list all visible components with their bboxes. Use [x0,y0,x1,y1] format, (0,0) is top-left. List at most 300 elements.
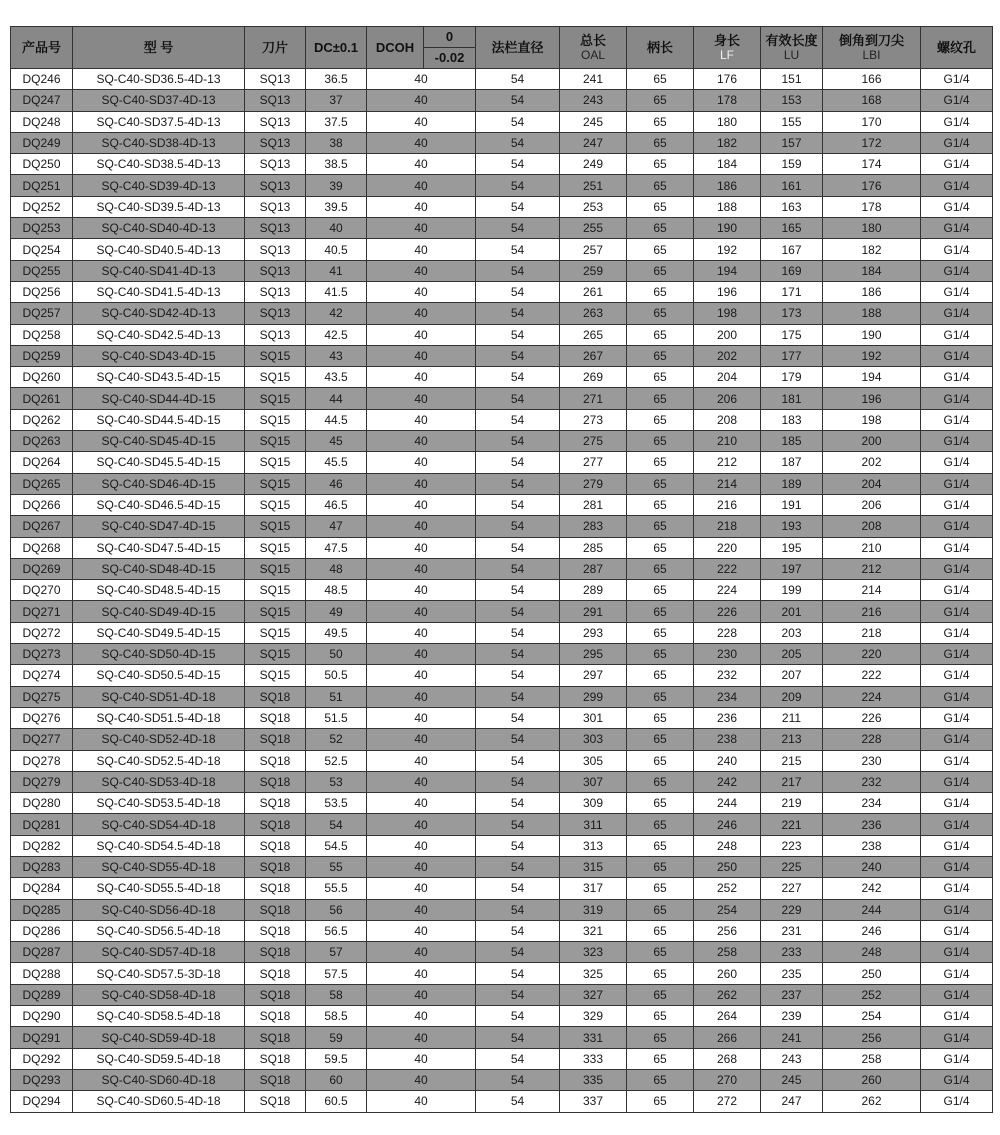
cell-dc: 60.5 [306,1091,367,1112]
cell-product-no: DQ288 [11,963,73,984]
cell-dc: 56.5 [306,920,367,941]
cell-thread-hole: G1/4 [921,239,993,260]
header-flange-diameter: 法栏直径 [476,27,560,69]
cell-product-no: DQ280 [11,793,73,814]
cell-product-no: DQ265 [11,473,73,494]
cell-model: SQ-C40-SD43.5-4D-15 [73,367,245,388]
cell-model: SQ-C40-SD47-4D-15 [73,516,245,537]
cell-body-length: 254 [694,899,761,920]
cell-flange-diameter: 54 [476,175,560,196]
cell-shank-length: 65 [627,345,694,366]
cell-total-length: 265 [560,324,627,345]
cell-dcoh: 40 [367,90,476,111]
cell-flange-diameter: 54 [476,771,560,792]
cell-effective-length: 223 [761,835,823,856]
cell-total-length: 273 [560,409,627,430]
cell-shank-length: 65 [627,367,694,388]
cell-body-length: 210 [694,431,761,452]
cell-effective-length: 225 [761,856,823,877]
cell-dcoh: 40 [367,345,476,366]
cell-blade: SQ18 [245,793,306,814]
cell-body-length: 190 [694,218,761,239]
cell-total-length: 279 [560,473,627,494]
cell-model: SQ-C40-SD49-4D-15 [73,601,245,622]
cell-dc: 50.5 [306,665,367,686]
cell-body-length: 198 [694,303,761,324]
cell-dc: 47.5 [306,537,367,558]
cell-shank-length: 65 [627,494,694,515]
table-row [11,132,993,153]
table-row [11,431,993,452]
cell-shank-length: 65 [627,303,694,324]
cell-chamfer-to-tip: 210 [823,537,921,558]
cell-dc: 38.5 [306,154,367,175]
cell-effective-length: 221 [761,814,823,835]
cell-shank-length: 65 [627,771,694,792]
cell-thread-hole: G1/4 [921,90,993,111]
cell-product-no: DQ294 [11,1091,73,1112]
cell-blade: SQ15 [245,580,306,601]
cell-thread-hole: G1/4 [921,1006,993,1027]
cell-blade: SQ13 [245,281,306,302]
cell-chamfer-to-tip: 174 [823,154,921,175]
table-row [11,1027,993,1048]
table-row [11,856,993,877]
cell-chamfer-to-tip: 204 [823,473,921,494]
cell-chamfer-to-tip: 188 [823,303,921,324]
cell-dcoh: 40 [367,303,476,324]
cell-thread-hole: G1/4 [921,409,993,430]
table-row [11,1091,993,1112]
header-total-length-label: 总长 [579,32,606,48]
cell-blade: SQ15 [245,644,306,665]
cell-chamfer-to-tip: 218 [823,622,921,643]
cell-chamfer-to-tip: 230 [823,750,921,771]
cell-dc: 44 [306,388,367,409]
cell-total-length: 297 [560,665,627,686]
cell-chamfer-to-tip: 166 [823,69,921,90]
cell-effective-length: 239 [761,1006,823,1027]
cell-total-length: 311 [560,814,627,835]
cell-model: SQ-C40-SD41.5-4D-13 [73,281,245,302]
table-row [11,601,993,622]
cell-dcoh: 40 [367,729,476,750]
cell-shank-length: 65 [627,324,694,345]
cell-dc: 54 [306,814,367,835]
cell-blade: SQ13 [245,196,306,217]
cell-model: SQ-C40-SD39-4D-13 [73,175,245,196]
cell-thread-hole: G1/4 [921,367,993,388]
header-model: 型 号 [73,27,245,69]
cell-product-no: DQ293 [11,1069,73,1090]
cell-flange-diameter: 54 [476,132,560,153]
table-row [11,303,993,324]
cell-product-no: DQ291 [11,1027,73,1048]
cell-total-length: 293 [560,622,627,643]
cell-body-length: 252 [694,878,761,899]
cell-dcoh: 40 [367,814,476,835]
cell-blade: SQ13 [245,90,306,111]
cell-body-length: 260 [694,963,761,984]
cell-shank-length: 65 [627,856,694,877]
cell-body-length: 208 [694,409,761,430]
cell-dc: 40 [306,218,367,239]
cell-model: SQ-C40-SD37.5-4D-13 [73,111,245,132]
cell-body-length: 180 [694,111,761,132]
cell-flange-diameter: 54 [476,984,560,1005]
cell-flange-diameter: 54 [476,537,560,558]
cell-model: SQ-C40-SD45.5-4D-15 [73,452,245,473]
cell-total-length: 283 [560,516,627,537]
cell-thread-hole: G1/4 [921,345,993,366]
header-row-top [11,27,993,48]
cell-dcoh: 40 [367,644,476,665]
cell-shank-length: 65 [627,473,694,494]
table-row [11,90,993,111]
cell-shank-length: 65 [627,942,694,963]
cell-model: SQ-C40-SD50-4D-15 [73,644,245,665]
cell-blade: SQ15 [245,367,306,388]
table-row [11,622,993,643]
cell-blade: SQ15 [245,665,306,686]
cell-chamfer-to-tip: 198 [823,409,921,430]
cell-flange-diameter: 54 [476,580,560,601]
cell-dcoh: 40 [367,281,476,302]
cell-body-length: 222 [694,558,761,579]
cell-thread-hole: G1/4 [921,793,993,814]
cell-dc: 49.5 [306,622,367,643]
header-chamfer-to-tip-sub: LBI [862,47,881,62]
cell-total-length: 259 [560,260,627,281]
cell-shank-length: 65 [627,516,694,537]
cell-blade: SQ18 [245,899,306,920]
cell-effective-length: 195 [761,537,823,558]
cell-product-no: DQ274 [11,665,73,686]
cell-body-length: 226 [694,601,761,622]
cell-dc: 46 [306,473,367,494]
cell-body-length: 196 [694,281,761,302]
cell-total-length: 313 [560,835,627,856]
cell-effective-length: 211 [761,707,823,728]
cell-total-length: 307 [560,771,627,792]
cell-dc: 53.5 [306,793,367,814]
cell-shank-length: 65 [627,409,694,430]
cell-dc: 42 [306,303,367,324]
cell-dcoh: 40 [367,324,476,345]
table-row [11,345,993,366]
cell-flange-diameter: 54 [476,281,560,302]
cell-effective-length: 245 [761,1069,823,1090]
cell-thread-hole: G1/4 [921,750,993,771]
cell-dcoh: 40 [367,601,476,622]
cell-product-no: DQ266 [11,494,73,515]
cell-product-no: DQ249 [11,132,73,153]
cell-blade: SQ15 [245,494,306,515]
cell-blade: SQ15 [245,473,306,494]
cell-blade: SQ13 [245,69,306,90]
cell-blade: SQ18 [245,1048,306,1069]
cell-chamfer-to-tip: 170 [823,111,921,132]
cell-dcoh: 40 [367,473,476,494]
table-row [11,963,993,984]
cell-chamfer-to-tip: 178 [823,196,921,217]
cell-body-length: 224 [694,580,761,601]
cell-product-no: DQ253 [11,218,73,239]
cell-flange-diameter: 54 [476,729,560,750]
cell-total-length: 263 [560,303,627,324]
cell-body-length: 184 [694,154,761,175]
cell-model: SQ-C40-SD54.5-4D-18 [73,835,245,856]
cell-dcoh: 40 [367,431,476,452]
cell-model: SQ-C40-SD60-4D-18 [73,1069,245,1090]
cell-shank-length: 65 [627,111,694,132]
cell-dcoh: 40 [367,409,476,430]
cell-shank-length: 65 [627,963,694,984]
cell-product-no: DQ260 [11,367,73,388]
cell-total-length: 271 [560,388,627,409]
cell-effective-length: 191 [761,494,823,515]
cell-chamfer-to-tip: 214 [823,580,921,601]
cell-dcoh: 40 [367,154,476,175]
header-tolerance-lower: -0.02 [424,48,476,69]
cell-chamfer-to-tip: 252 [823,984,921,1005]
cell-dc: 39.5 [306,196,367,217]
cell-model: SQ-C40-SD53-4D-18 [73,771,245,792]
cell-dc: 52 [306,729,367,750]
cell-flange-diameter: 54 [476,239,560,260]
cell-total-length: 325 [560,963,627,984]
cell-dc: 41.5 [306,281,367,302]
cell-body-length: 228 [694,622,761,643]
header-shank-length: 柄长 [627,27,694,69]
cell-total-length: 299 [560,686,627,707]
cell-effective-length: 213 [761,729,823,750]
cell-product-no: DQ286 [11,920,73,941]
cell-shank-length: 65 [627,665,694,686]
cell-thread-hole: G1/4 [921,920,993,941]
cell-chamfer-to-tip: 192 [823,345,921,366]
cell-flange-diameter: 54 [476,345,560,366]
table-row [11,878,993,899]
cell-effective-length: 167 [761,239,823,260]
table-row [11,1069,993,1090]
cell-dc: 48 [306,558,367,579]
cell-product-no: DQ261 [11,388,73,409]
cell-total-length: 327 [560,984,627,1005]
cell-total-length: 317 [560,878,627,899]
cell-effective-length: 207 [761,665,823,686]
table-row [11,793,993,814]
cell-body-length: 256 [694,920,761,941]
header-thread-hole: 螺纹孔 [921,27,993,69]
cell-dcoh: 40 [367,1069,476,1090]
cell-body-length: 204 [694,367,761,388]
cell-effective-length: 177 [761,345,823,366]
cell-shank-length: 65 [627,175,694,196]
cell-blade: SQ13 [245,239,306,260]
cell-total-length: 275 [560,431,627,452]
cell-dc: 55 [306,856,367,877]
cell-flange-diameter: 54 [476,899,560,920]
header-body-length [694,27,761,69]
cell-chamfer-to-tip: 244 [823,899,921,920]
cell-model: SQ-C40-SD36.5-4D-13 [73,69,245,90]
cell-dc: 47 [306,516,367,537]
cell-total-length: 315 [560,856,627,877]
cell-dcoh: 40 [367,1006,476,1027]
header-total-length [560,27,627,69]
cell-shank-length: 65 [627,899,694,920]
cell-thread-hole: G1/4 [921,218,993,239]
cell-blade: SQ18 [245,984,306,1005]
table-row [11,452,993,473]
cell-blade: SQ18 [245,1091,306,1112]
cell-blade: SQ13 [245,260,306,281]
cell-thread-hole: G1/4 [921,281,993,302]
cell-product-no: DQ278 [11,750,73,771]
cell-blade: SQ13 [245,303,306,324]
cell-total-length: 337 [560,1091,627,1112]
cell-chamfer-to-tip: 258 [823,1048,921,1069]
cell-flange-diameter: 54 [476,196,560,217]
cell-blade: SQ18 [245,686,306,707]
cell-shank-length: 65 [627,622,694,643]
cell-product-no: DQ272 [11,622,73,643]
cell-total-length: 247 [560,132,627,153]
cell-shank-length: 65 [627,281,694,302]
cell-effective-length: 235 [761,963,823,984]
cell-shank-length: 65 [627,835,694,856]
cell-flange-diameter: 54 [476,260,560,281]
cell-chamfer-to-tip: 168 [823,90,921,111]
cell-body-length: 236 [694,707,761,728]
cell-model: SQ-C40-SD59.5-4D-18 [73,1048,245,1069]
cell-model: SQ-C40-SD55.5-4D-18 [73,878,245,899]
cell-shank-length: 65 [627,1027,694,1048]
cell-dcoh: 40 [367,452,476,473]
cell-chamfer-to-tip: 202 [823,452,921,473]
cell-shank-length: 65 [627,729,694,750]
cell-dcoh: 40 [367,175,476,196]
cell-chamfer-to-tip: 222 [823,665,921,686]
cell-body-length: 218 [694,516,761,537]
cell-blade: SQ15 [245,516,306,537]
table-row [11,537,993,558]
cell-body-length: 250 [694,856,761,877]
cell-shank-length: 65 [627,218,694,239]
cell-chamfer-to-tip: 232 [823,771,921,792]
cell-thread-hole: G1/4 [921,814,993,835]
cell-total-length: 281 [560,494,627,515]
cell-effective-length: 217 [761,771,823,792]
cell-thread-hole: G1/4 [921,494,993,515]
cell-thread-hole: G1/4 [921,984,993,1005]
cell-blade: SQ18 [245,920,306,941]
cell-blade: SQ18 [245,835,306,856]
cell-dcoh: 40 [367,920,476,941]
header-product-no: 产品号 [11,27,73,69]
cell-chamfer-to-tip: 250 [823,963,921,984]
cell-model: SQ-C40-SD45-4D-15 [73,431,245,452]
cell-dcoh: 40 [367,750,476,771]
cell-effective-length: 219 [761,793,823,814]
cell-thread-hole: G1/4 [921,196,993,217]
cell-blade: SQ15 [245,601,306,622]
cell-chamfer-to-tip: 182 [823,239,921,260]
cell-effective-length: 179 [761,367,823,388]
table-row [11,984,993,1005]
cell-flange-diameter: 54 [476,665,560,686]
cell-total-length: 289 [560,580,627,601]
cell-total-length: 333 [560,1048,627,1069]
cell-chamfer-to-tip: 256 [823,1027,921,1048]
cell-dcoh: 40 [367,1027,476,1048]
cell-body-length: 266 [694,1027,761,1048]
cell-thread-hole: G1/4 [921,644,993,665]
cell-chamfer-to-tip: 240 [823,856,921,877]
cell-dcoh: 40 [367,707,476,728]
cell-model: SQ-C40-SD43-4D-15 [73,345,245,366]
cell-dcoh: 40 [367,856,476,877]
cell-flange-diameter: 54 [476,835,560,856]
cell-dcoh: 40 [367,878,476,899]
cell-dcoh: 40 [367,132,476,153]
cell-dc: 60 [306,1069,367,1090]
cell-total-length: 303 [560,729,627,750]
cell-total-length: 251 [560,175,627,196]
cell-dc: 44.5 [306,409,367,430]
cell-model: SQ-C40-SD57.5-3D-18 [73,963,245,984]
cell-product-no: DQ264 [11,452,73,473]
cell-product-no: DQ268 [11,537,73,558]
cell-effective-length: 163 [761,196,823,217]
cell-blade: SQ18 [245,771,306,792]
cell-flange-diameter: 54 [476,218,560,239]
cell-body-length: 182 [694,132,761,153]
cell-body-length: 248 [694,835,761,856]
cell-shank-length: 65 [627,601,694,622]
cell-flange-diameter: 54 [476,686,560,707]
table-row [11,729,993,750]
cell-blade: SQ18 [245,942,306,963]
cell-dcoh: 40 [367,665,476,686]
header-effective-length-label: 有效长度 [765,32,818,48]
cell-shank-length: 65 [627,878,694,899]
cell-shank-length: 65 [627,920,694,941]
cell-flange-diameter: 54 [476,814,560,835]
cell-chamfer-to-tip: 208 [823,516,921,537]
cell-flange-diameter: 54 [476,367,560,388]
cell-shank-length: 65 [627,1048,694,1069]
cell-thread-hole: G1/4 [921,856,993,877]
cell-chamfer-to-tip: 180 [823,218,921,239]
cell-thread-hole: G1/4 [921,132,993,153]
cell-model: SQ-C40-SD44.5-4D-15 [73,409,245,430]
cell-dc: 53 [306,771,367,792]
cell-total-length: 257 [560,239,627,260]
cell-model: SQ-C40-SD48.5-4D-15 [73,580,245,601]
cell-shank-length: 65 [627,239,694,260]
cell-dc: 52.5 [306,750,367,771]
cell-thread-hole: G1/4 [921,303,993,324]
cell-thread-hole: G1/4 [921,154,993,175]
cell-product-no: DQ247 [11,90,73,111]
cell-chamfer-to-tip: 242 [823,878,921,899]
cell-dc: 49 [306,601,367,622]
table-row [11,558,993,579]
cell-flange-diameter: 54 [476,793,560,814]
table-row [11,281,993,302]
